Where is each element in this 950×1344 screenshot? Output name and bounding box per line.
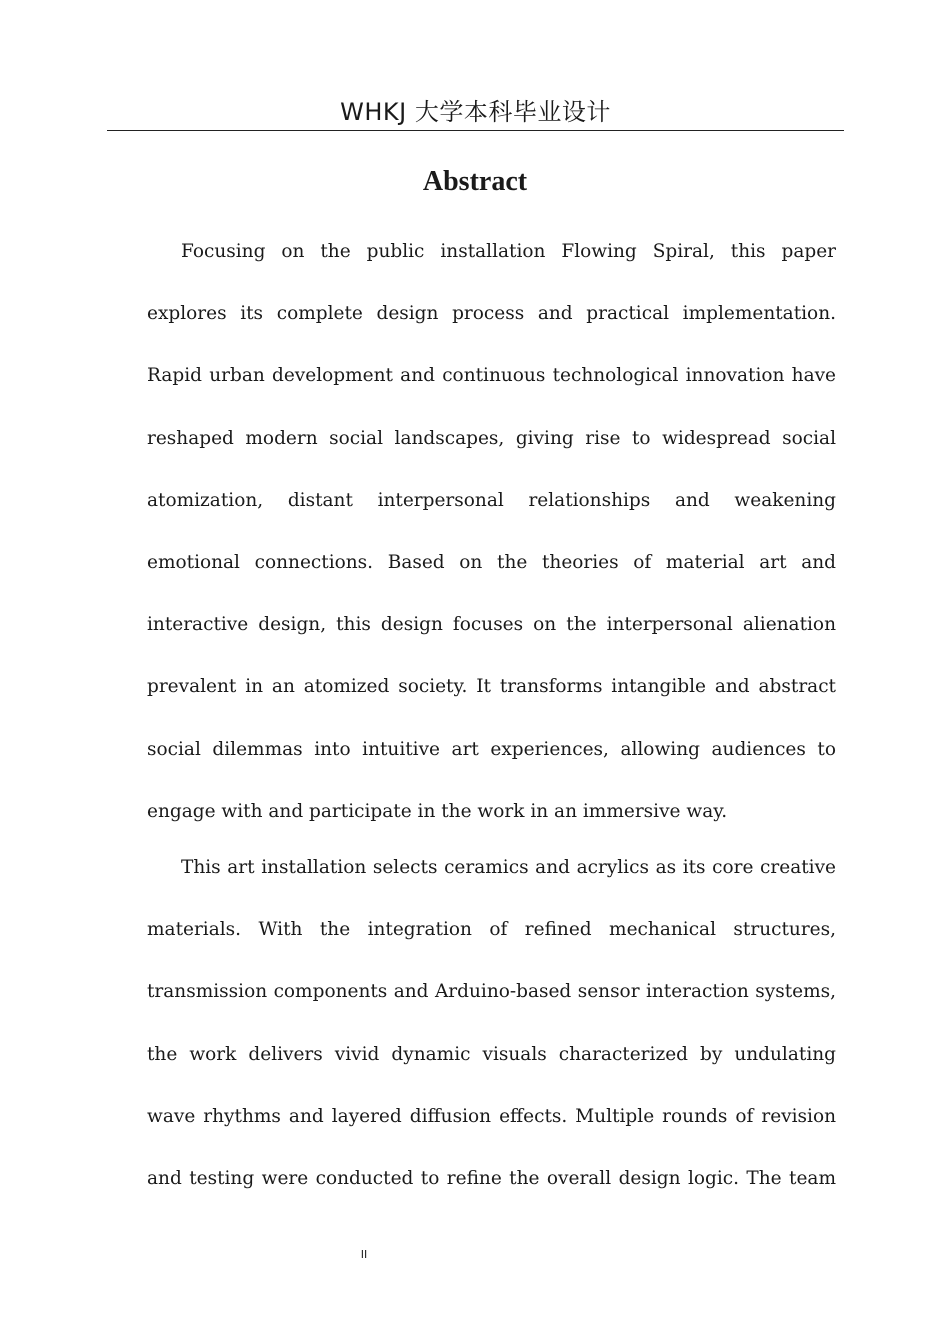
abstract-heading: Abstract (422, 166, 528, 197)
abstract-paragraph: This art installation selects ceramics and acrylics as its core creative materials. With the integration of refined mechanical structures, transmission components and Arduino-based sensor interaction systems, the work delivers vivid dynamic visuals characterized by undulating wave rhythms and layered diffusion effects. Multiple rounds of revision and testing were conducted to refine the overall design logic. The team (147, 857, 836, 1190)
page-header-title: WHKJ 大学本科毕业设计 (340, 98, 611, 126)
page-number: II (360, 1248, 368, 1261)
header-divider (107, 130, 844, 131)
abstract-paragraph: Focusing on the public installation Flowing Spiral, this paper explores its complete design process and practical implementation. Rapid urban development and continuous technological innovation have reshaped modern social landscapes, giving rise to widespread social atomization, distant interpersonal relationships and weakening emotional connections. Based on the theories of material art and interactive design, this design focuses on the interpersonal alienation prevalent in an atomized society. It transforms intangible and abstract social dilemmas into intuitive art experiences, allowing audiences to engage with and participate in the work in an immersive way. (147, 241, 836, 822)
